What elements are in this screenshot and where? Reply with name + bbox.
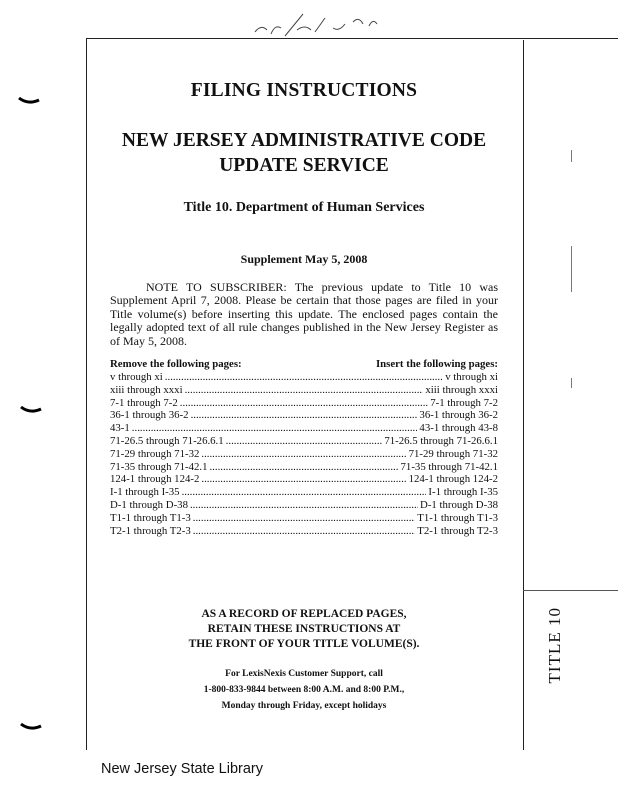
list-item [110, 409, 498, 422]
document-title: FILING INSTRUCTIONS [190, 80, 418, 101]
title-tab-label: TITLE 10 [545, 606, 564, 684]
insert-pages: 7-1 through 7-2 [430, 396, 498, 409]
title-tab [540, 600, 570, 690]
leader-dots [185, 384, 424, 397]
customer-support [110, 666, 498, 714]
leader-dots [191, 409, 418, 422]
library-stamp: New Jersey State Library [101, 761, 263, 777]
remove-pages: 71-26.5 through 71-26.6.1 [110, 435, 224, 448]
remove-pages: 124-1 through 124-2 [110, 473, 200, 486]
subscriber-note: NOTE TO SUBSCRIBER: The previous update to Title 10 was Supplement April 7, 2008. Please be certain that those pages are filed in your Title volume(s) before inserting this update. The enclosed pages contain the legally adopted text of all rule changes published in the New Jersey Register as of May 5, 2008. [110, 280, 498, 348]
list-item [110, 435, 498, 448]
insert-pages: 71-35 through 71-42.1 [400, 460, 498, 473]
title-subtitle: Title 10. Department of Human Services [183, 200, 425, 215]
remove-pages: T1-1 through T1-3 [110, 511, 191, 524]
leader-dots [132, 422, 418, 435]
list-item [110, 397, 498, 410]
tab-divider-line [523, 40, 524, 750]
tab-separator [523, 590, 618, 591]
remove-pages: 71-29 through 71-32 [110, 447, 200, 460]
insert-pages: 71-29 through 71-32 [408, 447, 498, 460]
list-item [110, 448, 498, 461]
remove-pages: I-1 through I-35 [110, 486, 180, 499]
list-item [110, 371, 498, 384]
insert-pages: 43-1 through 43-8 [419, 422, 498, 435]
edge-mark [571, 246, 572, 292]
list-item [110, 525, 498, 538]
leader-dots [209, 461, 398, 474]
edge-mark [571, 378, 572, 388]
list-item [110, 486, 498, 499]
punch-hole-mark [20, 405, 42, 415]
remove-pages: T2-1 through T2-3 [110, 524, 191, 537]
list-item [110, 499, 498, 512]
support-line: Monday through Friday, except holidays [221, 701, 387, 712]
insert-heading: Insert the following pages: [375, 358, 498, 371]
punch-hole-mark [18, 96, 40, 106]
leader-dots [190, 499, 418, 512]
remove-pages: D-1 through D-38 [110, 499, 188, 511]
insert-pages: 36-1 through 36-2 [419, 409, 498, 422]
remove-pages: xiii through xxxi [110, 383, 183, 396]
list-item [110, 512, 498, 525]
support-line: For LexisNexis Customer Support, call [225, 669, 383, 680]
code-title [110, 128, 498, 178]
insert-pages: v through xi [445, 371, 498, 384]
insert-pages: 124-1 through 124-2 [408, 473, 498, 486]
insert-pages: I-1 through I-35 [428, 486, 498, 499]
leader-dots [182, 486, 427, 499]
punch-hole-mark [20, 722, 42, 732]
insert-pages: T2-1 through T2-3 [417, 524, 498, 537]
remove-heading: Remove the following pages: [110, 358, 242, 371]
edge-mark [571, 150, 572, 162]
leader-dots [226, 435, 383, 448]
record-notice-line: THE FRONT OF YOUR TITLE VOLUME(S). [188, 638, 420, 651]
page-border-left [86, 38, 87, 750]
list-item [110, 473, 498, 486]
remove-pages: 43-1 [110, 422, 130, 435]
leader-dots [180, 397, 428, 410]
remove-pages: 7-1 through 7-2 [110, 396, 178, 409]
remove-pages: 71-35 through 71-42.1 [110, 460, 208, 473]
list-item [110, 384, 498, 397]
record-notice-line: AS A RECORD OF REPLACED PAGES, [201, 608, 407, 621]
list-item [110, 461, 498, 474]
page-list [110, 371, 498, 537]
remove-pages: v through xi [110, 371, 163, 384]
list-item [110, 422, 498, 435]
code-title-line: UPDATE SERVICE [219, 155, 389, 176]
insert-pages: xiii through xxxi [425, 383, 498, 396]
leader-dots [201, 473, 406, 486]
filing-instructions [110, 80, 498, 714]
leader-dots [201, 448, 406, 461]
column-headings [110, 358, 498, 370]
support-line: 1-800-833-9844 between 8:00 A.M. and 8:00 P.M., [203, 685, 405, 696]
record-notice-line: RETAIN THESE INSTRUCTIONS AT [207, 623, 401, 636]
insert-pages: 71-26.5 through 71-26.6.1 [384, 435, 498, 448]
remove-pages: 36-1 through 36-2 [110, 409, 189, 422]
leader-dots [193, 525, 415, 538]
handwritten-scribble [245, 8, 385, 40]
record-notice [110, 607, 498, 652]
supplement-date: Supplement May 5, 2008 [240, 252, 368, 266]
insert-pages: D-1 through D-38 [420, 499, 498, 511]
code-title-line: NEW JERSEY ADMINISTRATIVE CODE [121, 130, 487, 151]
leader-dots [193, 512, 415, 525]
leader-dots [165, 371, 443, 384]
insert-pages: T1-1 through T1-3 [417, 511, 498, 524]
